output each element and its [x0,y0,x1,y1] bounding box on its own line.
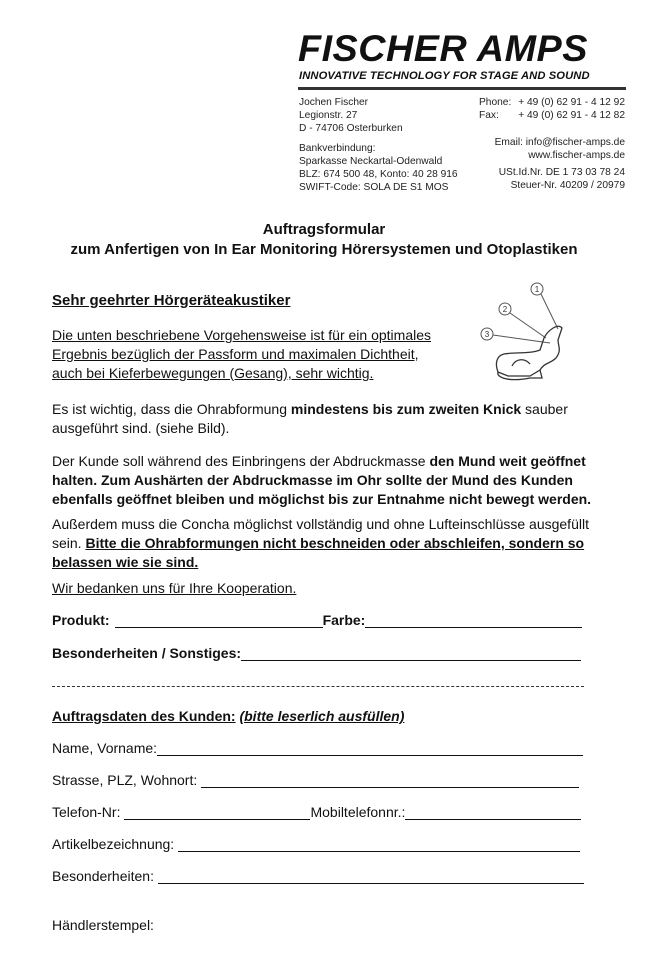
email: Email: info@fischer-amps.de [494,137,625,148]
address-row [52,772,579,788]
paragraph-concha [52,515,589,572]
address-name: Jochen Fischer [299,97,369,108]
ear-impression-figure [470,278,580,383]
text: ausgeführt sind. (siehe Bild). [52,420,230,436]
product-row [52,612,582,628]
fax-value: + 49 (0) 62 91 - 4 12 82 [518,110,625,121]
phone-value: + 49 (0) 62 91 - 4 12 92 [518,97,625,108]
header-rule [298,87,626,90]
name-label: Name, Vorname: [52,740,158,756]
produkt-field[interactable] [115,613,323,628]
text: sauber [521,401,568,417]
text: Es ist wichtig, dass die Ohrabformung [52,401,291,417]
contact-labels [479,96,511,122]
contact-values [518,96,625,122]
name-row [52,740,583,756]
besonderheiten-label: Besonderheiten / Sonstiges: [52,645,242,661]
vat-id: USt.Id.Nr. DE 1 73 03 78 24 [498,167,625,178]
intro-line: Die unten beschriebene Vorgehensweise ist für ein optimales [52,327,432,343]
customer-heading-text: Auftragsdaten des Kunden: [52,708,236,724]
bank-name: Sparkasse Neckartal-Odenwald [299,156,443,167]
text: sein. [52,535,86,551]
text: Der Kunde soll während des Einbringens der Abdruckmasse [52,453,430,469]
customer-hint: (bitte leserlich ausfüllen) [239,708,405,724]
figure-label-2: 2 [502,305,508,314]
besonderheiten-field[interactable] [241,646,581,661]
emphasis: Bitte die Ohrabformungen nicht beschneiden oder abschleifen, sondern so [85,535,585,551]
figure-label-3: 3 [484,330,490,339]
document-subtitle: zum Anfertigen von In Ear Monitoring Hörersystemen und Otoplastiken [70,241,578,258]
special-row [52,645,581,661]
emphasis: mindestens bis zum zweiten Knick [290,401,522,417]
emphasis: ebenfalls geöffnet bleiben und möglichst bis zur Entnahme nicht bewegt werden. [52,491,592,507]
phone-row [52,804,581,820]
mobil-label: Mobiltelefonnr.: [310,804,406,820]
text: Außerdem muss die Concha möglichst vollständig und ohne Lufteinschlüsse ausgefüllt [52,516,589,532]
brand-logo: FISCHER AMPS [298,28,588,69]
address-block [299,96,403,135]
thanks-text: Wir bedanken uns für Ihre Kooperation. [52,580,297,596]
emphasis: den Mund weit geöffnet [429,453,586,469]
brand-tagline: INNOVATIVE TECHNOLOGY FOR STAGE AND SOUND [299,70,590,82]
bank-label: Bankverbindung: [299,143,376,154]
emphasis: belassen wie sie sind. [52,554,199,570]
name-field[interactable] [157,741,583,756]
bank-swift: SWIFT-Code: SOLA DE S1 MOS [299,182,449,193]
article-row [52,836,580,852]
artikel-field[interactable] [178,837,580,852]
strasse-field[interactable] [201,773,579,788]
tax-block [499,166,625,192]
paragraph-knick [52,400,568,438]
address-street: Legionstr. 27 [299,110,358,121]
website: www.fischer-amps.de [528,150,625,161]
emphasis: halten. Zum Aushärten der Abdruckmasse im Ohr sollte der Mund des Kunden [52,472,573,488]
strasse-label: Strasse, PLZ, Wohnort: [52,772,198,788]
kunde-besonderheiten-label: Besonderheiten: [52,868,154,884]
mobil-field[interactable] [405,805,581,820]
produkt-label: Produkt: [52,612,110,628]
web-block [495,136,625,162]
customer-heading [52,708,404,724]
figure-label-1: 1 [534,285,540,294]
farbe-field[interactable] [365,613,582,628]
intro-line: Ergebnis bezüglich der Passform und maximalen Dichtheit, [52,346,419,362]
tax-number: Steuer-Nr. 40209 / 20979 [510,180,625,191]
bank-account: BLZ: 674 500 48, Konto: 40 28 916 [299,169,458,180]
stamp-label: Händlerstempel: [52,917,154,933]
address-city: D - 74706 Osterburken [299,123,403,134]
notes-row [52,868,584,884]
artikel-label: Artikelbezeichnung: [52,836,175,852]
farbe-label: Farbe: [322,612,366,628]
intro-text [52,326,431,383]
document-title: Auftragsformular [262,221,386,238]
kunde-besonderheiten-field[interactable] [158,869,584,884]
intro-line: auch bei Kieferbewegungen (Gesang), sehr wichtig. [52,365,374,381]
fax-label: Fax: [479,110,499,121]
separator [52,686,584,687]
telefon-label: Telefon-Nr: [52,804,121,820]
paragraph-mouth [52,452,591,509]
phone-label: Phone: [479,97,512,108]
bank-block [299,142,458,194]
telefon-field[interactable] [124,805,310,820]
salutation: Sehr geehrter Hörgeräteakustiker [52,292,291,309]
